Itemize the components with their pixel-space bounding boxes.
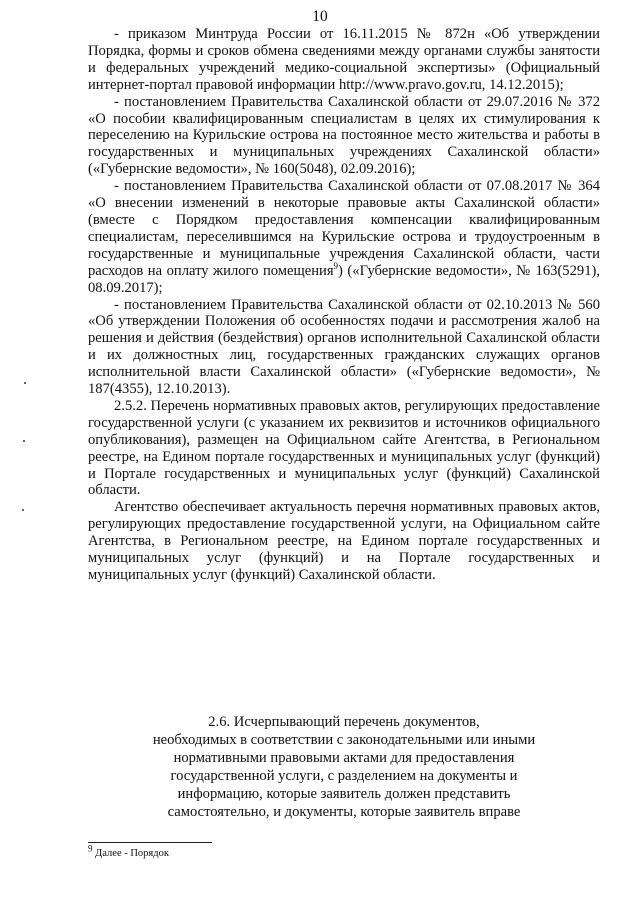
- document-body: [88, 26, 600, 584]
- heading-line: информацию, которые заявитель должен представить: [177, 786, 511, 802]
- footnote: [88, 843, 169, 859]
- paragraph-resolution-372: - постановлением Правительства Сахалинской области от 29.07.2016 № 372 «О пособии квалифицированным специалистам в целях их стимулирования к переселению на Курильские острова на постоянное место жительства и работы в государственных и муниципальных учреждениях Сахалинской области» («Губернские ведомости», № 160(5048), 02.09.2016);: [88, 93, 600, 178]
- scan-speck: [22, 509, 24, 511]
- footnote-text: Далее - Порядок: [92, 848, 169, 859]
- footnote-reference: 9: [333, 260, 339, 271]
- heading-line: необходимых в соответствии с законодательными или иными: [152, 732, 536, 748]
- paragraph-resolution-364-text: - постановлением Правительства Сахалинской области от 07.08.2017 № 364 «О внесении изменений в некоторые правовые акты Сахалинской области» (вместе с Порядком предоставления компенсации квалифицированным специалистам, переселившимся на Курильские острова и трудоустроенным в государственные и муниципальные учреждения Сахалинской области, части расходов на оплату жилого помещения: [88, 178, 600, 279]
- paragraph-agency-actuality: Агентство обеспечивает актуальность перечня нормативных правовых актов, регулирующих предоставление государственной услуги, на Официальном сайте Агентства, в Региональном реестре, на Едином портале государственных и муниципальных услуг (функций) и на Портале государственных и муниципальных услуг (функций) Сахалинской области.: [88, 499, 600, 583]
- footnote-mark: 9: [88, 843, 93, 854]
- heading-line: 2.6. Исчерпывающий перечень документов,: [208, 714, 480, 730]
- paragraph-resolution-560: - постановлением Правительства Сахалинской области от 02.10.2013 № 560 «Об утверждении Положения об особенностях подачи и рассмотрения жалоб на решения и действия (бездействия) органов исполнительной Сахалинской области и их должностных лиц, государственных гражданских служащих органов исполнительной власти Сахалинской области» («Губернские ведомости», № 187(4355), 12.10.2013).: [88, 296, 600, 398]
- footnote-divider: [88, 842, 212, 843]
- paragraph-resolution-364-tail: ) («Губернские ведомости», № 163(5291), 08.09.2017);: [88, 262, 600, 296]
- section-heading-2-6: [100, 713, 588, 821]
- paragraph-2-5-2: 2.5.2. Перечень нормативных правовых актов, регулирующих предоставление государственной услуги (с указанием их реквизитов и источников официального опубликования), размещен на Официальном сайте Агентства, в Региональном реестре, на Едином портале государственных и муниципальных услуг (функций) и Портале государственных и муниципальных услуг (функций) Сахалинской области.: [88, 397, 600, 499]
- heading-line: государственной услуги, с разделением на документы и: [170, 768, 518, 784]
- paragraph-resolution-364: [88, 178, 600, 296]
- page-number: 10: [312, 8, 328, 25]
- scan-speck: [24, 382, 26, 384]
- heading-line: самостоятельно, и документы, которые заявитель вправе: [167, 804, 521, 820]
- heading-line: нормативными правовыми актами для предоставления: [173, 750, 515, 766]
- scan-speck: [23, 440, 25, 442]
- paragraph-order-mintrud: - приказом Минтруда России от 16.11.2015 № 872н «Об утверждении Порядка, формы и сроков обмена сведениями между органами службы занятости и федеральных учреждений медико-социальной экспертизы» (Официальный интернет-портал правовой информации http://www.pravo.gov.ru, 14.12.2015);: [88, 26, 600, 93]
